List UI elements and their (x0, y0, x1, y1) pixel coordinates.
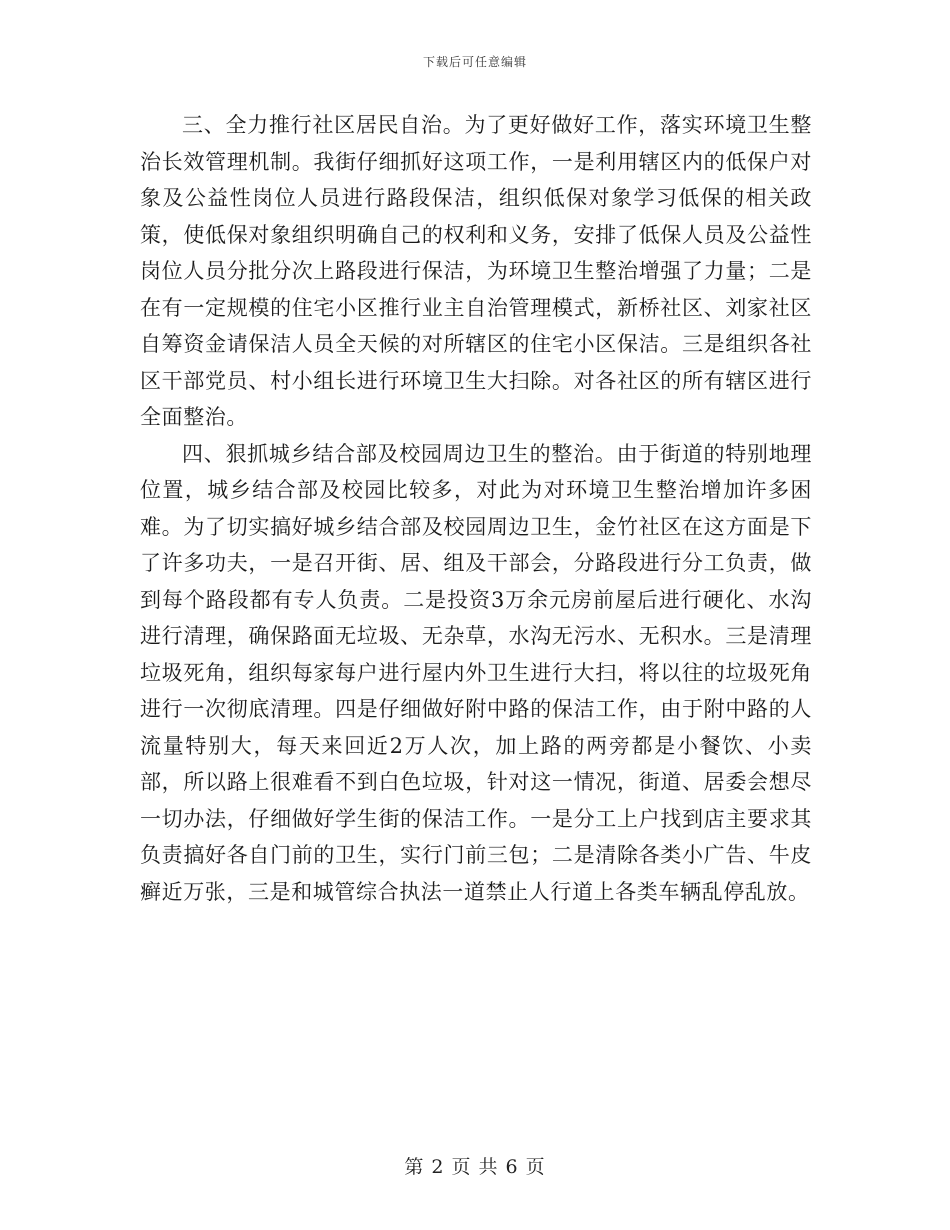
page-number-footer: 第 2 页 共 6 页 (404, 1156, 546, 1178)
paragraph-4: 四、狠抓城乡结合部及校园周边卫生的整治。由于街道的特别地理位置，城乡结合部及校园比较多，对此为对环境卫生整治增加许多困难。为了切实搞好城乡结合部及校园周边卫生，金竹社区在这方面是下了许多功夫，一是召开街、居、组及干部会，分路段进行分工负责，做到每个路段都有专人负责。二是投资3万余元房前屋后进行硬化、水沟进行清理，确保路面无垃圾、无杂草，水沟无污水、无积水。三是清理垃圾死角，组织每家每户进行屋内外卫生进行大扫，将以往的垃圾死角进行一次彻底清理。四是仔细做好附中路的保洁工作，由于附中路的人流量特别大，每天来回近2万人次，加上路的两旁都是小餐饮、小卖部，所以路上很难看不到白色垃圾，针对这一情况，街道、居委会想尽一切办法，仔细做好学生街的保洁工作。一是分工上户找到店主要求其负责搞好各自门前的卫生，实行门前三包；二是清除各类小广告、牛皮癣近万张，三是和城管综合执法一道禁止人行道上各类车辆乱停乱放。 (140, 441, 812, 904)
paragraph-3: 三、全力推行社区居民自治。为了更好做好工作，落实环境卫生整治长效管理机制。我街仔细抓好这项工作，一是利用辖区内的低保户对象及公益性岗位人员进行路段保洁，组织低保对象学习低保的相关政策，使低保对象组织明确自己的权利和义务，安排了低保人员及公益性岗位人员分批分次上路段进行保洁，为环境卫生整治增强了力量；二是在有一定规模的住宅小区推行业主自治管理模式，新桥社区、刘家社区自筹资金请保洁人员全天候的对所辖区的住宅小区保洁。三是组织各社区干部党员、村小组长进行环境卫生大扫除。对各社区的所有辖区进行全面整治。 (140, 113, 812, 429)
page-header: 下载后可任意编辑 (422, 55, 527, 69)
document-body (140, 107, 812, 910)
